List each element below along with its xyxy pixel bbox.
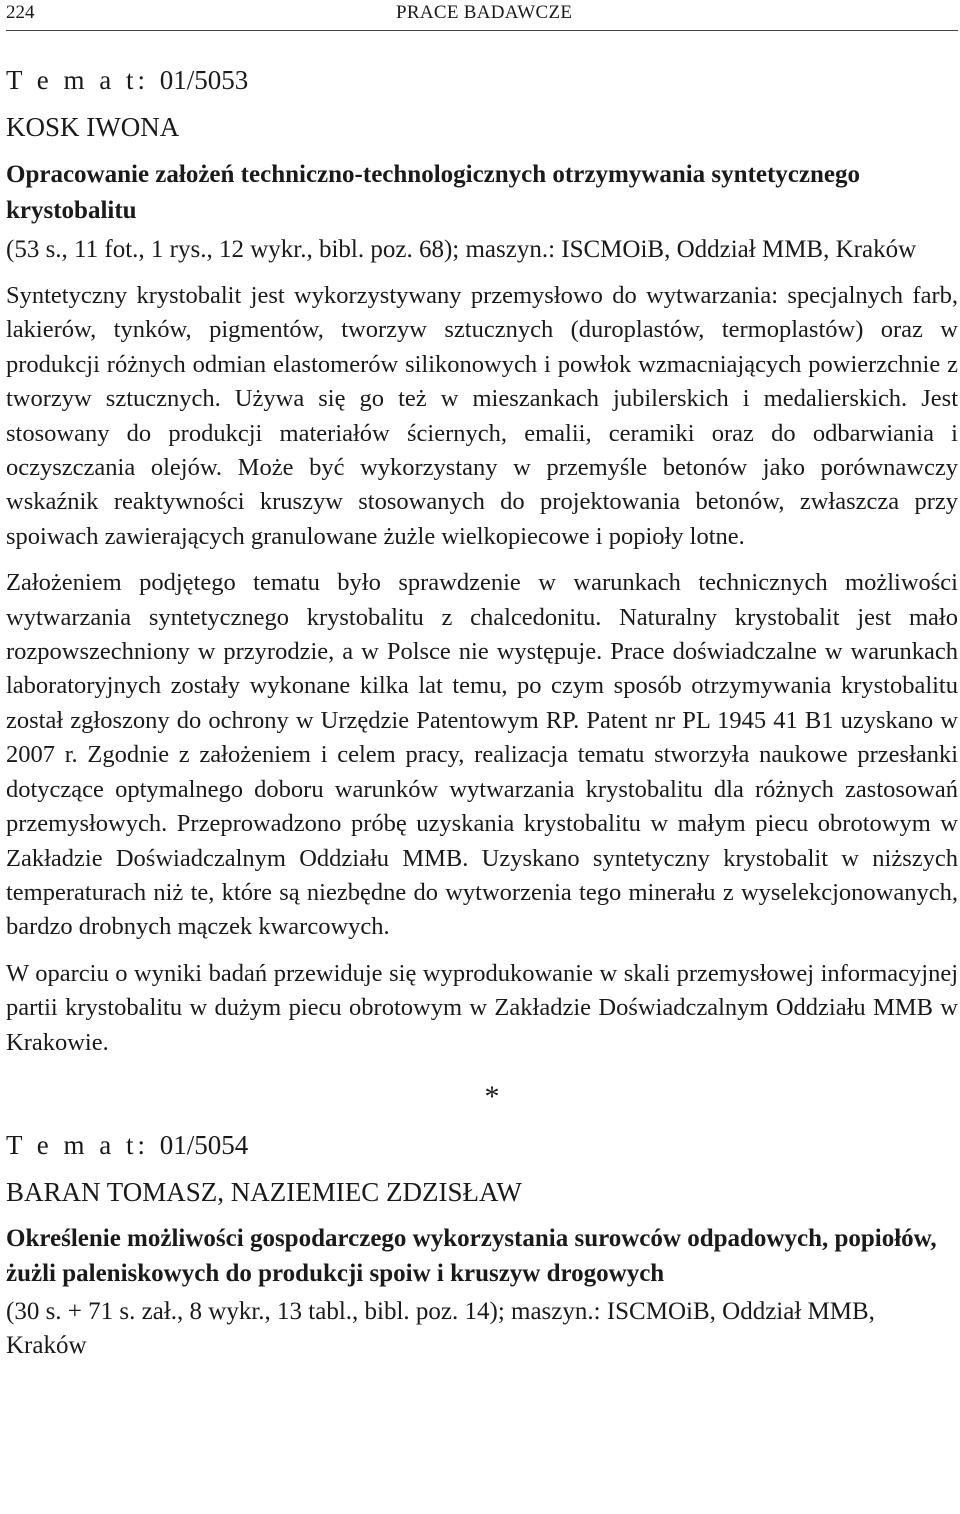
topic-code [6, 1128, 958, 1162]
bibliographic-note: (53 s., 11 fot., 1 rys., 12 wykr., bibl. poz. 68); maszyn.: ISCMOiB, Oddział MMB, Kraków [6, 236, 917, 263]
topic-code [6, 63, 958, 97]
abstract-paragraph: Syntetyczny krystobalit jest wykorzystywany przemysłowo do wytwarzania: specjalnych farb, lakierów, tynków, pigmentów, tworzyw sztucznych (duroplastów, termoplastów) oraz w produkcji różnych odmian elastomerów silikonowych i powłok wzmacniających powierzchnie z tworzyw sztucznych. Używa się go też w mieszankach jubilerskich i medalierskich. Jest stosowany do produkcji materiałów ściernych, emalii, ceramiki oraz do odbarwiania i oczyszczania olejów. Może być wykorzystany w przemyśle betonów jako porównawczy wskaźnik reaktywności kruszyw stosowanych do projektowania betonów, zwłaszcza przy spoiwach zawierających granulowane żużle wielkopiecowe i popioły lotne. [6, 282, 958, 550]
topic-label: T e m a t: [6, 1129, 149, 1160]
section-separator: * [484, 1079, 500, 1113]
running-header [6, 0, 958, 31]
journal-name: PRACE BADAWCZE [396, 2, 573, 23]
report-title: Określenie możliwości gospodarczego wykorzystania surowców odpadowych, popiołów, żużli paleniskowych do produkcji spoiw i kruszyw drogowych [6, 1224, 937, 1287]
topic-label: T e m a t: [6, 65, 149, 95]
bibliographic-note: (30 s. + 71 s. zał., 8 wykr., 13 tabl., bibl. poz. 14); maszyn.: ISCMOiB, Oddział MMB, Kraków [6, 1297, 875, 1359]
report-entry-5053 [6, 63, 958, 1060]
abstract-paragraph: Założeniem podjętego tematu było sprawdzenie w warunkach technicznych możliwości wytwarzania syntetycznego krystobalitu z chalcedonitu. Naturalny krystobalit jest mało rozpowszechniony w przyrodzie, a w Polsce nie występuje. Prace doświadczalne w warunkach laboratoryjnych zostały wykonane kilka lat temu, po czym sposób otrzymywania krystobalitu został zgłoszony do ochrony w Urzędzie Patentowym RP. Patent nr PL 1945 41 B1 uzyskano w 2007 r. Zgodnie z założeniem i celem pracy, realizacja tematu stworzyła naukowe przesłanki dotyczące optymalnego doboru warunków wytwarzania krystobalitu dla różnych zastosowań przemysłowych. Przeprowadzono próbę uzyskania krystobalitu w małym piecu obrotowym w Zakładzie Doświadczalnym Oddziału MMB. Uzyskano syntetyczny krystobalit w niższych temperaturach niż te, które są niezbędne do wytworzenia tego minerału z wyselekcjonowanych, bardzo drobnych mączek kwarcowych. [6, 569, 958, 941]
authors: BARAN TOMASZ, NAZIEMIEC ZDZISŁAW [6, 1176, 522, 1207]
abstract [6, 279, 958, 1060]
authors: KOSK IWONA [6, 112, 180, 142]
topic-number: 01/5053 [159, 65, 249, 95]
abstract-paragraph: W oparciu o wyniki badań przewiduje się wyprodukowanie w skali przemysłowej informacyjnej partii krystobalitu w dużym piecu obrotowym w Zakładzie Doświadczalnym Oddziału MMB w Krakowie. [6, 959, 958, 1056]
report-title: Opracowanie założeń techniczno-technologicznych otrzymywania syntetycznego krystobalitu [6, 161, 861, 224]
page-number: 224 [6, 2, 35, 23]
topic-number: 01/5054 [159, 1129, 249, 1160]
report-entry-5054 [6, 1128, 958, 1363]
document-page [6, 0, 958, 1363]
